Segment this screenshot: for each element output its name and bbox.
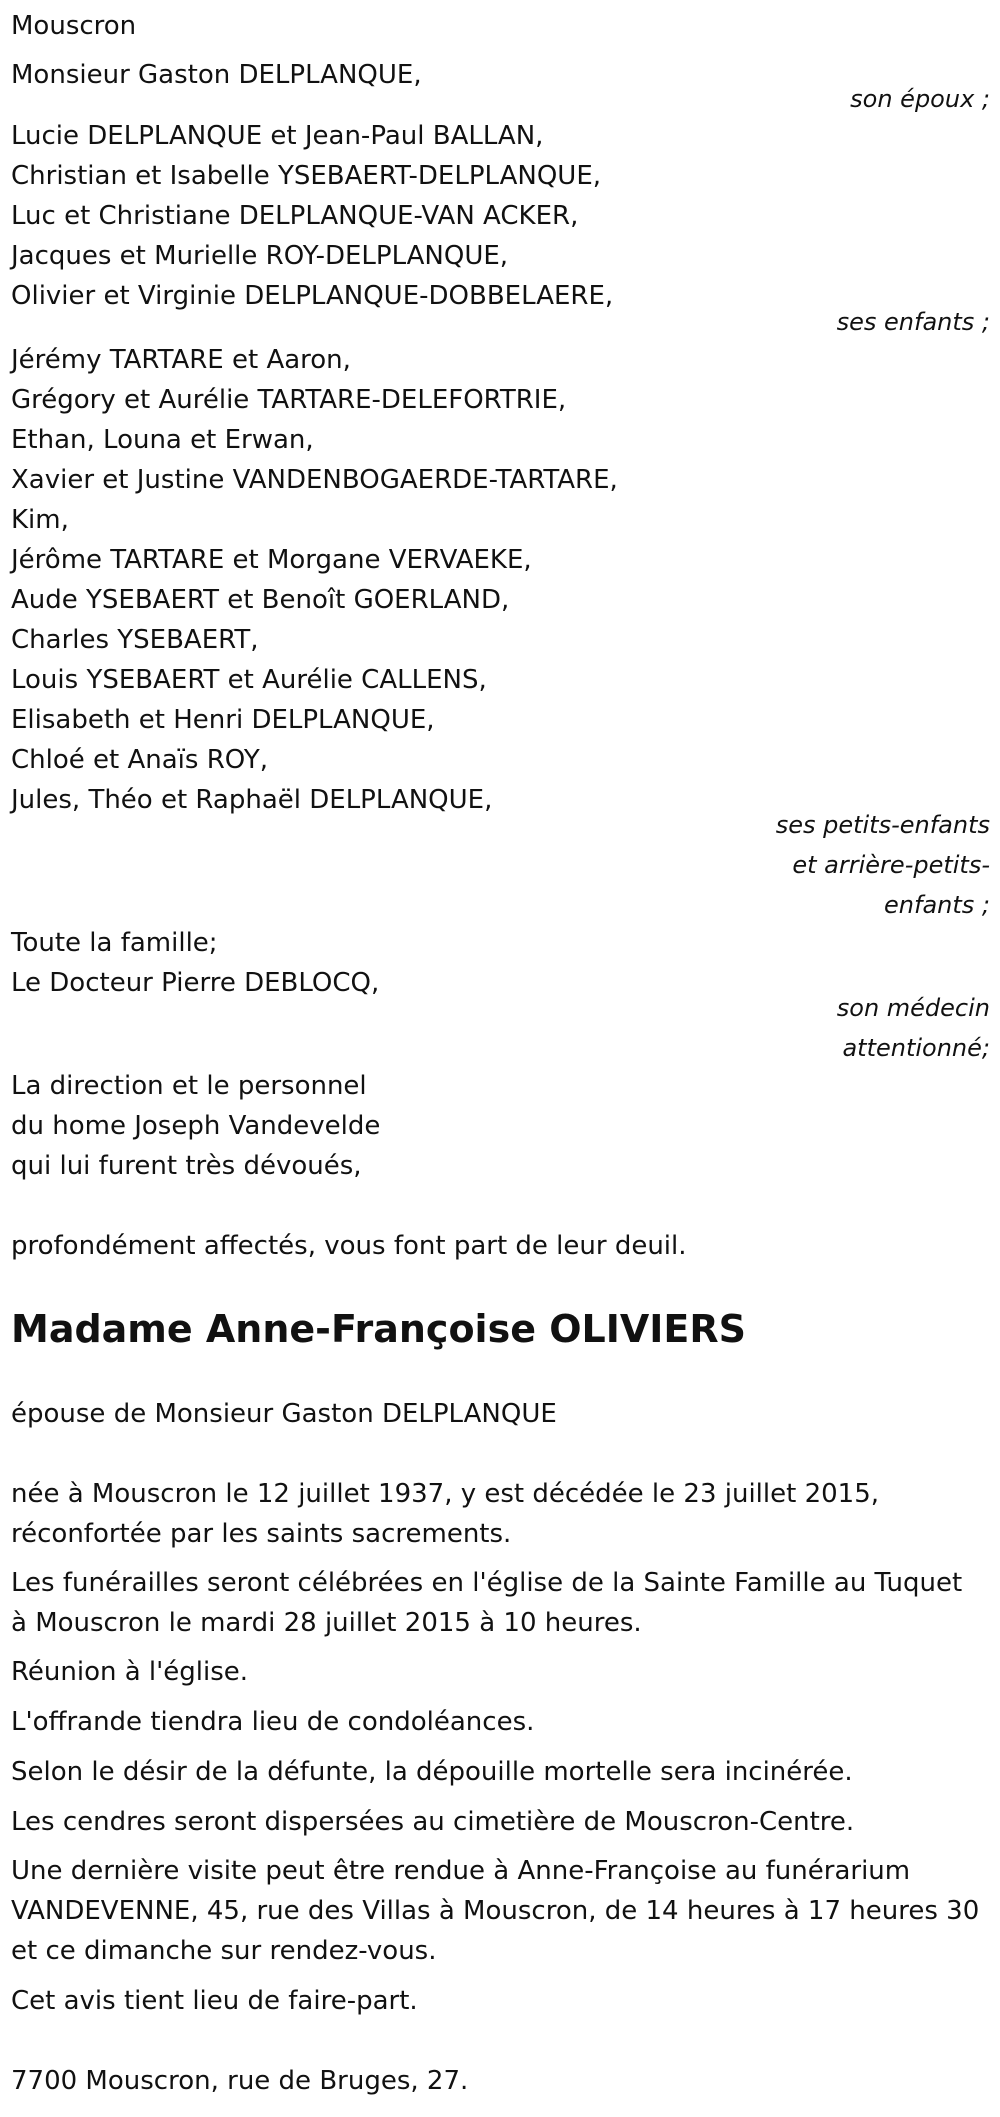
list-item: Jacques et Murielle ROY-DELPLANQUE, xyxy=(11,241,509,271)
detail-line: Cet avis tient lieu de faire-part. xyxy=(11,1986,418,2016)
detail-line: VANDEVENNE, 45, rue des Villas à Mouscron, de 14 heures à 17 heures 30 xyxy=(11,1896,980,1926)
deceased-name-heading: Madame Anne-Françoise OLIVIERS xyxy=(11,1307,746,1351)
detail-line: Selon le désir de la défunte, la dépouille mortelle sera incinérée. xyxy=(11,1757,853,1787)
doctor-name: Le Docteur Pierre DEBLOCQ, xyxy=(11,968,380,998)
list-item: Aude YSEBAERT et Benoît GOERLAND, xyxy=(11,585,510,615)
detail-line: Une dernière visite peut être rendue à Anne-Françoise au funérarium xyxy=(11,1856,911,1886)
detail-line: Les cendres seront dispersées au cimetière de Mouscron-Centre. xyxy=(11,1807,855,1837)
list-item: Jérôme TARTARE et Morgane VERVAEKE, xyxy=(11,545,532,575)
staff-line-2: du home Joseph Vandevelde xyxy=(11,1111,381,1141)
spouse-of-line: épouse de Monsieur Gaston DELPLANQUE xyxy=(11,1399,557,1429)
list-item: Xavier et Justine VANDENBOGAERDE-TARTARE, xyxy=(11,465,618,495)
detail-line: et ce dimanche sur rendez-vous. xyxy=(11,1936,437,1966)
children-role: ses enfants ; xyxy=(836,308,990,336)
announcement-text: profondément affectés, vous font part de leur deuil. xyxy=(11,1231,687,1261)
city-header: Mouscron xyxy=(11,11,137,41)
list-item: Jules, Théo et Raphaël DELPLANQUE, xyxy=(11,785,493,815)
list-item: Louis YSEBAERT et Aurélie CALLENS, xyxy=(11,665,487,695)
family-line: Toute la famille; xyxy=(11,928,218,958)
detail-line: Les funérailles seront célébrées en l'église de la Sainte Famille au Tuquet xyxy=(11,1568,963,1598)
detail-line: L'offrande tiendra lieu de condoléances. xyxy=(11,1707,535,1737)
detail-line: réconfortée par les saints sacrements. xyxy=(11,1519,512,1549)
list-item: Ethan, Louna et Erwan, xyxy=(11,425,314,455)
doctor-role-line-2: attentionné; xyxy=(842,1034,990,1062)
list-item: Elisabeth et Henri DELPLANQUE, xyxy=(11,705,435,735)
staff-line-1: La direction et le personnel xyxy=(11,1071,367,1101)
spouse-role: son époux ; xyxy=(850,85,990,113)
list-item: Chloé et Anaïs ROY, xyxy=(11,745,268,775)
doctor-role-line-1: son médecin xyxy=(836,994,990,1022)
list-item: Charles YSEBAERT, xyxy=(11,625,259,655)
list-item: Luc et Christiane DELPLANQUE-VAN ACKER, xyxy=(11,201,579,231)
list-item: Grégory et Aurélie TARTARE-DELEFORTRIE, xyxy=(11,385,567,415)
list-item: Olivier et Virginie DELPLANQUE-DOBBELAERE, xyxy=(11,281,614,311)
list-item: Kim, xyxy=(11,505,69,535)
address-line: 7700 Mouscron, rue de Bruges, 27. xyxy=(11,2066,469,2096)
spouse-name: Monsieur Gaston DELPLANQUE, xyxy=(11,60,422,90)
staff-line-3: qui lui furent très dévoués, xyxy=(11,1151,362,1181)
detail-line: Réunion à l'église. xyxy=(11,1657,249,1687)
list-item: Christian et Isabelle YSEBAERT-DELPLANQUE, xyxy=(11,161,602,191)
grandchildren-role-line-1: ses petits-enfants xyxy=(775,811,990,839)
grandchildren-role-line-3: enfants ; xyxy=(884,891,990,919)
list-item: Jérémy TARTARE et Aaron, xyxy=(11,345,351,375)
detail-line: née à Mouscron le 12 juillet 1937, y est décédée le 23 juillet 2015, xyxy=(11,1479,880,1509)
detail-line: à Mouscron le mardi 28 juillet 2015 à 10 heures. xyxy=(11,1608,642,1638)
grandchildren-role-line-2: et arrière-petits- xyxy=(792,851,990,879)
list-item: Lucie DELPLANQUE et Jean-Paul BALLAN, xyxy=(11,121,544,151)
